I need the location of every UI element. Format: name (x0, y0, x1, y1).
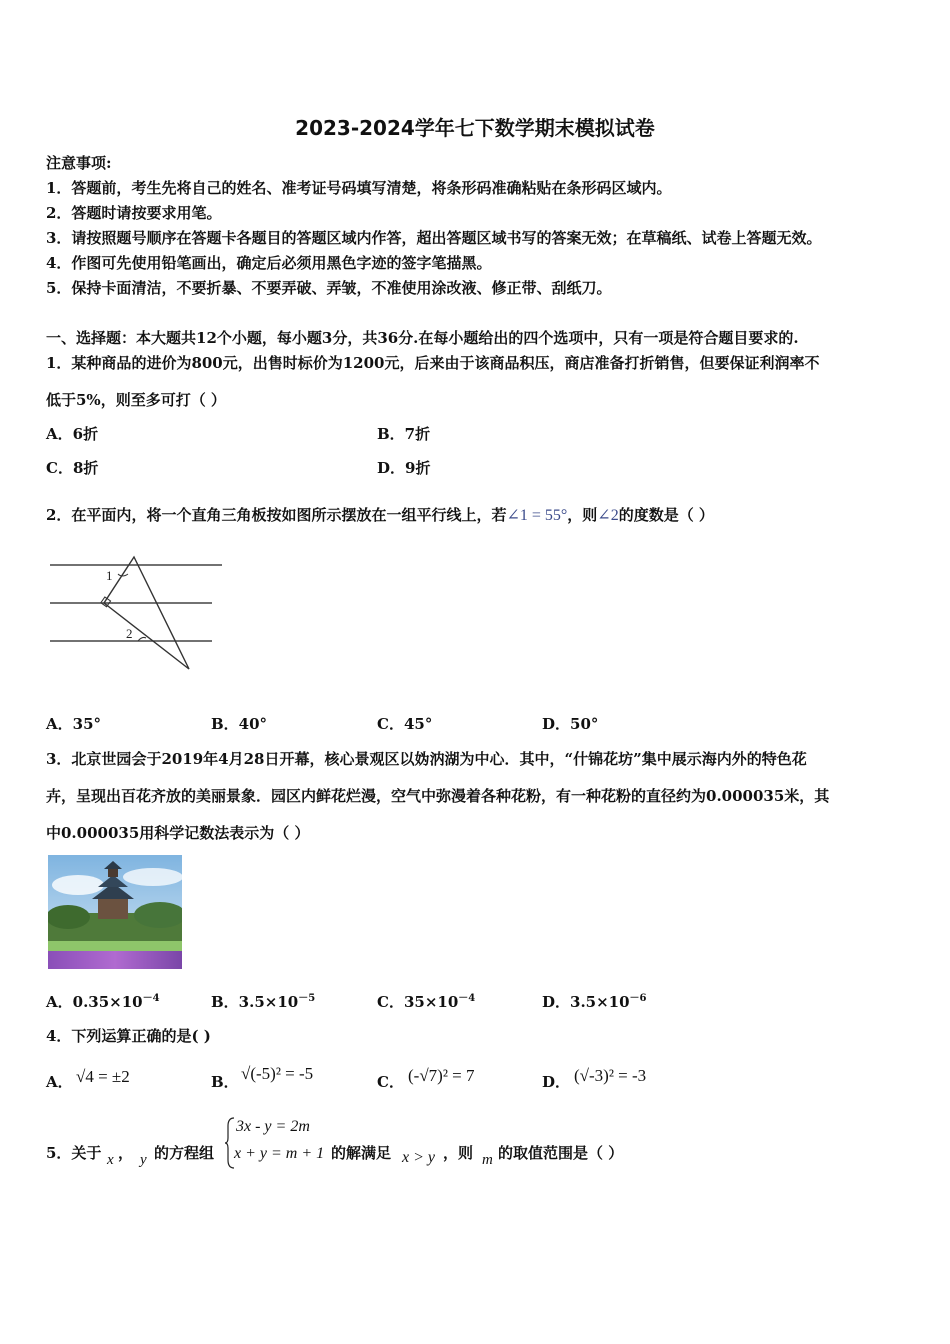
page-title: 2023-2024学年七下数学期末模拟试卷 (295, 116, 655, 140)
q1-option-c: C．8折 (46, 459, 99, 477)
q2-option-d: D．50° (542, 715, 599, 733)
q2-stem (46, 504, 714, 525)
q3-option-c (377, 989, 475, 1012)
q1-line1: 1．某种商品的进价为800元，出售时标价为1200元，后来由于该商品积压，商店准备打折销售，但要保证利润率不 (46, 354, 820, 372)
right-angle-mark (101, 597, 111, 607)
angle-1-label: 1 (106, 568, 113, 583)
q2-angle1: ∠1 = 55° (506, 507, 568, 524)
q5-eq1: 3x - y = 2m (236, 1118, 310, 1135)
q3-line1: 3．北京世园会于2019年4月28日开幕，核心景观区以妫汭湖为中心．其中，“什锦花坊”集中展示海内外的特色花 (46, 750, 807, 768)
q3-line2: 卉，呈现出百花齐放的美丽景象．园区内鲜花烂漫，空气中弥漫着各种花粉，有一种花粉的直径约为0.000035米，其 (46, 787, 830, 805)
q4-option-a-label: A． (46, 1073, 73, 1091)
q3-option-b-exp: －5 (298, 993, 316, 1004)
q2-option-a: A．35° (46, 715, 102, 733)
q3-option-d (542, 989, 647, 1012)
q3-option-a-exp: －4 (142, 993, 160, 1004)
q2-option-c: C．45° (377, 715, 433, 733)
q5-prefix: 5．关于 (46, 1144, 102, 1162)
q4-option-c-math: (-√7)² = 7 (408, 1066, 475, 1085)
q3-line3: 中0.000035用科学记数法表示为（ ） (46, 824, 310, 842)
q2-prefix: 2．在平面内，将一个直角三角板按如图所示摆放在一组平行线上，若 (46, 506, 507, 524)
q2-angle2: ∠2 (597, 507, 619, 524)
angle-2-label: 2 (126, 626, 133, 641)
q2-suffix: 的度数是（ ） (618, 506, 714, 524)
section-heading: 一、选择题：本大题共12个小题，每小题3分，共36分.在每小题给出的四个选项中，只有一项是符合题目要求的. (46, 329, 799, 347)
q3-option-d-label: D．3.5×10 (542, 993, 630, 1011)
q3-option-c-label: C．35×10 (377, 993, 459, 1011)
q5-mid: 的方程组 (154, 1144, 215, 1162)
q5-var-x: x (107, 1152, 114, 1168)
q4-option-d-label: D． (542, 1073, 571, 1091)
notice-item-2: 2．答题时请按要求用笔。 (46, 204, 222, 222)
q4-option-b-math: √(-5)² = -5 (241, 1064, 314, 1083)
q2-middle: ，则 (567, 506, 598, 524)
q3-option-b-label: B．3.5×10 (211, 993, 299, 1011)
notice-item-1: 1．答题前，考生先将自己的姓名、准考证号码填写清楚，将条形码准确粘贴在条形码区域内。 (46, 179, 672, 197)
q2-option-b: B．40° (211, 715, 268, 733)
q4-option-c-label: C． (377, 1073, 404, 1091)
notice-item-4: 4．作图可先使用铅笔画出，确定后必须用黑色字迹的签字笔描黑。 (46, 254, 492, 272)
q3-option-a-label: A．0.35×10 (46, 993, 143, 1011)
q5-condition: x > y (402, 1149, 435, 1166)
q4-option-b-label: B． (211, 1073, 239, 1091)
q5-cond-text: 的解满足 (331, 1144, 392, 1162)
q4-option-a-math: √4 = ±2 (76, 1067, 130, 1086)
q5-then: ，则 (443, 1144, 474, 1162)
q1-option-a: A．6折 (46, 425, 99, 443)
q4-option-d-math: (√-3)² = -3 (574, 1066, 647, 1085)
right-triangle (104, 557, 189, 669)
q3-option-a (46, 989, 160, 1012)
q5-eq2: x + y = m + 1 (234, 1145, 325, 1162)
notice-item-3: 3．请按照题号顺序在答题卡各题目的答题区域内作答，超出答题区域书写的答案无效；在草稿纸、试卷上答题无效。 (46, 229, 822, 247)
q1-line2: 低于5%，则至多可打（ ） (46, 391, 226, 409)
q5-var-m: m (482, 1152, 493, 1168)
q3-option-d-exp: －6 (629, 993, 647, 1004)
q5-var-y: y (140, 1152, 147, 1168)
q5-comma: ， (118, 1144, 134, 1162)
q1-option-b: B．7折 (377, 425, 431, 443)
q1-option-d: D．9折 (377, 459, 431, 477)
q3-option-c-exp: －4 (458, 993, 476, 1004)
notice-item-5: 5．保持卡面清洁，不要折暴、不要弄破、弄皱，不准使用涂改液、修正带、刮纸刀。 (46, 279, 612, 297)
expo-garden-photo (48, 855, 182, 969)
q3-option-b (211, 989, 315, 1012)
q5-suffix: 的取值范围是（ ） (498, 1144, 624, 1162)
q4-stem: 4．下列运算正确的是( ) (46, 1027, 211, 1045)
q2-parallel-lines-figure (48, 552, 228, 678)
notice-heading: 注意事项: (46, 154, 112, 172)
